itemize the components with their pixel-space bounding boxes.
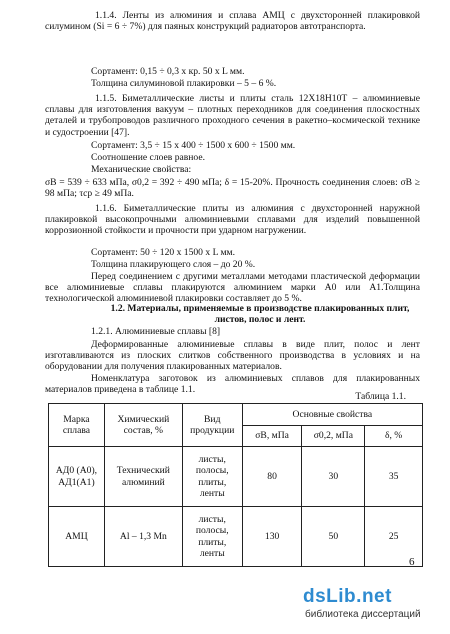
header-delta: δ, % [365, 425, 423, 447]
paragraph-1-1-5: 1.1.5. Биметаллические листы и плиты сталь 12Х18Н10Т – алюминиевые сплавы для изготовления вакуум – плотных переходников для соединения плоскостных деталей и трубопроводов различного проходного сечения в ракетно–космической технике и судостроении [47]. [45, 93, 420, 138]
subsection-heading: 1.2.1. Алюминиевые сплавы [8] [91, 326, 221, 337]
cell-product: листы, полосы, плиты, ленты [182, 447, 242, 507]
table-caption: Таблица 1.1. [355, 391, 406, 402]
paragraph-assortment-1: Сортамент: 0,15 ÷ 0,3 х кр. 50 х L мм. [91, 66, 245, 77]
cell-grade: АД0 (А0), АД1(А1) [49, 447, 105, 507]
cell-composition: Технический алюминий [104, 447, 182, 507]
watermark-subtitle: библиотека диссертаций [305, 609, 421, 620]
table-row [49, 507, 423, 567]
header-sigma-b: σВ, мПа [242, 425, 302, 447]
cell-composition: Al – 1,3 Mn [104, 507, 182, 567]
section-heading: 1.2. Материалы, применяемые в производстве плакированных плит, листов, полос и лент. [110, 303, 410, 326]
header-composition: Химический состав, % [104, 404, 182, 447]
cell-grade: АМЦ [49, 507, 105, 567]
cell-sigma-b: 130 [242, 507, 302, 567]
paragraph-cladding-thickness-2: Толщина плакирующего слоя – до 20 %. [91, 259, 256, 270]
cell-sigma-b: 80 [242, 447, 302, 507]
paragraph-assortment-2: Сортамент: 3,5 ÷ 15 х 400 ÷ 1500 х 600 ÷ 1500 мм. [91, 140, 296, 151]
cell-delta: 25 [365, 507, 423, 567]
table-header-row [49, 404, 423, 426]
table-row [49, 447, 423, 507]
header-sigma-02: σ0,2, мПа [302, 425, 365, 447]
alloys-table [48, 403, 423, 567]
watermark-logo: dsLib.net [303, 586, 392, 607]
paragraph-1-1-4: 1.1.4. Ленты из алюминия и сплава АМЦ с двухсторонней плакировкой силумином (Si = 6 ÷ 7%) для паяных конструкций радиаторов автотранспорта. [45, 10, 420, 33]
paragraph-mech-props-values: σВ = 539 ÷ 633 мПа, σ0,2 = 392 ÷ 490 мПа; δ = 15-20%. Прочность соединения слоев: σВ ≥ 98 мПа; τср ≥ 49 мПа. [45, 177, 420, 200]
paragraph-layer-ratio: Соотношение слоев равное. [91, 152, 205, 163]
header-product: Вид продукции [182, 404, 242, 447]
header-properties: Основные свойства [242, 404, 422, 426]
cell-sigma-02: 50 [302, 507, 365, 567]
page-number: 6 [409, 556, 415, 568]
paragraph-cladding-thickness-1: Толщина силуминовой плакировки – 5 – 6 %. [91, 78, 277, 89]
paragraph-plastic-deformation: Перед соединением с другими металлами методами пластической деформации все алюминиевые сплавы плакируются алюминием марки А0 или А1.Толщина технологической алюминиевой плакировки составляет до 5 %. [45, 271, 420, 305]
cell-delta: 35 [365, 447, 423, 507]
cell-sigma-02: 30 [302, 447, 365, 507]
paragraph-mech-props-label: Механические свойства: [91, 164, 192, 175]
header-grade: Марка сплава [49, 404, 105, 447]
paragraph-wrought-alloys: Деформированные алюминиевые сплавы в виде плит, полос и лент изготавливаются из плоских слитков собственного производства в условиях и на оборудовании для получения плакированных материалов. [45, 339, 420, 373]
cell-product: листы, полосы, плиты, ленты [182, 507, 242, 567]
paragraph-assortment-3: Сортамент: 50 ÷ 120 х 1500 х L мм. [91, 247, 236, 258]
paragraph-table-reference: Номенклатура заготовок из алюминиевых сплавов для плакированных материалов приведена в таблице 1.1. [45, 373, 420, 396]
paragraph-1-1-6: 1.1.6. Биметаллические плиты из алюминия с двухсторонней наружной плакировкой высокопрочными алюминиевыми сплавами для изделий повышенной коррозионной стойкости и прочности при ударном нагружении. [45, 203, 420, 237]
